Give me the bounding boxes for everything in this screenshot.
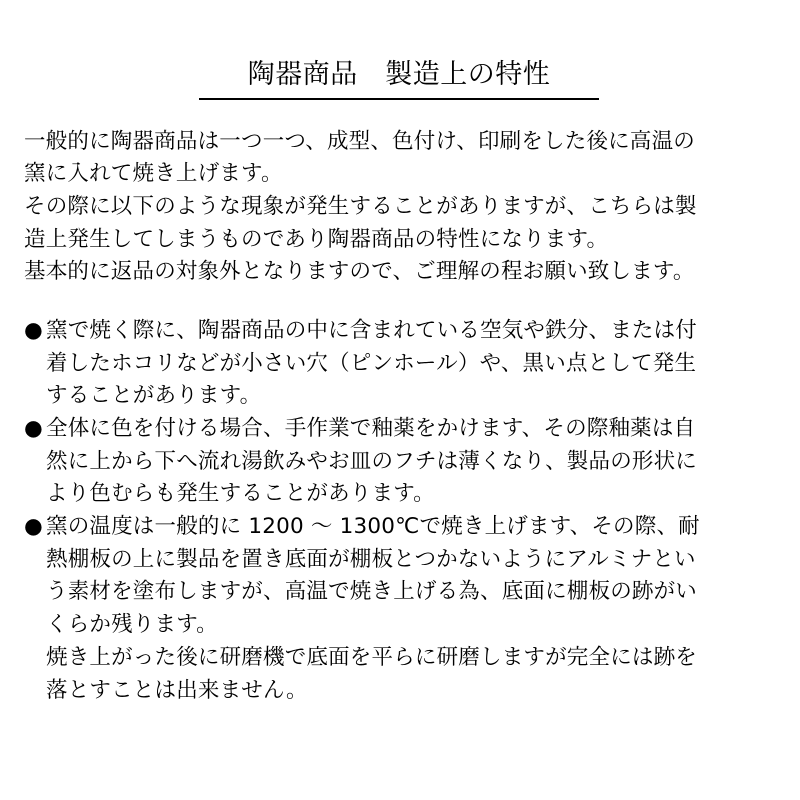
bullet-1-line-2: 着したホコリなどが小さい穴（ピンホール）や、黒い点として発生	[46, 350, 697, 376]
intro-line-4: 造上発生してしまうものであり陶器商品の特性になります。	[24, 226, 609, 252]
list-item	[24, 413, 774, 511]
bullet-3-line-2: 熱棚板の上に製品を置き底面が棚板とつかないようにアルミナとい	[46, 546, 696, 572]
bullet-2-line-1: 全体に色を付ける場合、手作業で釉薬をかけます、その際釉薬は自	[46, 416, 696, 442]
intro-line-5: 基本的に返品の対象外となりますので、ご理解の程お願い致します。	[24, 259, 695, 285]
bullet-1-line-3: することがあります。	[46, 383, 262, 409]
bullet-2-line-3: より色むらも発生することがあります。	[46, 481, 435, 507]
intro-line-1: 一般的に陶器商品は一つ一つ、成型、色付け、印刷をした後に高温の	[24, 128, 695, 154]
page-title: 陶器商品 製造上の特性	[199, 58, 599, 100]
characteristics-list	[24, 315, 774, 642]
intro-paragraph	[24, 126, 774, 289]
list-item	[24, 315, 774, 413]
intro-line-2: 窯に入れて焼き上げます。	[24, 161, 283, 187]
bullet-marker-icon: ●	[24, 416, 43, 442]
closing-line-2: 落とすことは出来ません。	[46, 677, 308, 703]
bullet-marker-icon: ●	[24, 514, 43, 540]
intro-line-3: その際に以下のような現象が発生することがありますが、こちらは製	[24, 194, 697, 220]
closing-line-1: 焼き上がった後に研磨機で底面を平らに研磨しますが完全には跡を	[46, 644, 698, 670]
closing-paragraph	[24, 642, 774, 707]
bullet-1-line-1: 窯で焼く際に、陶器商品の中に含まれている空気や鉄分、または付	[46, 318, 698, 344]
bullet-3-line-3: う素材を塗布しますが、高温で焼き上げる為、底面に棚板の跡がい	[46, 579, 698, 605]
bullet-2-line-2: 然に上から下へ流れ湯飲みやお皿のフチは薄くなり、製品の形状に	[46, 448, 698, 474]
bullet-3-line-1: 窯の温度は一般的に 1200 ～ 1300℃で焼き上げます、その際、耐	[46, 514, 700, 540]
bullet-3-line-4: くらか残ります。	[46, 612, 218, 638]
list-item	[24, 511, 774, 642]
bullet-marker-icon: ●	[24, 318, 43, 344]
